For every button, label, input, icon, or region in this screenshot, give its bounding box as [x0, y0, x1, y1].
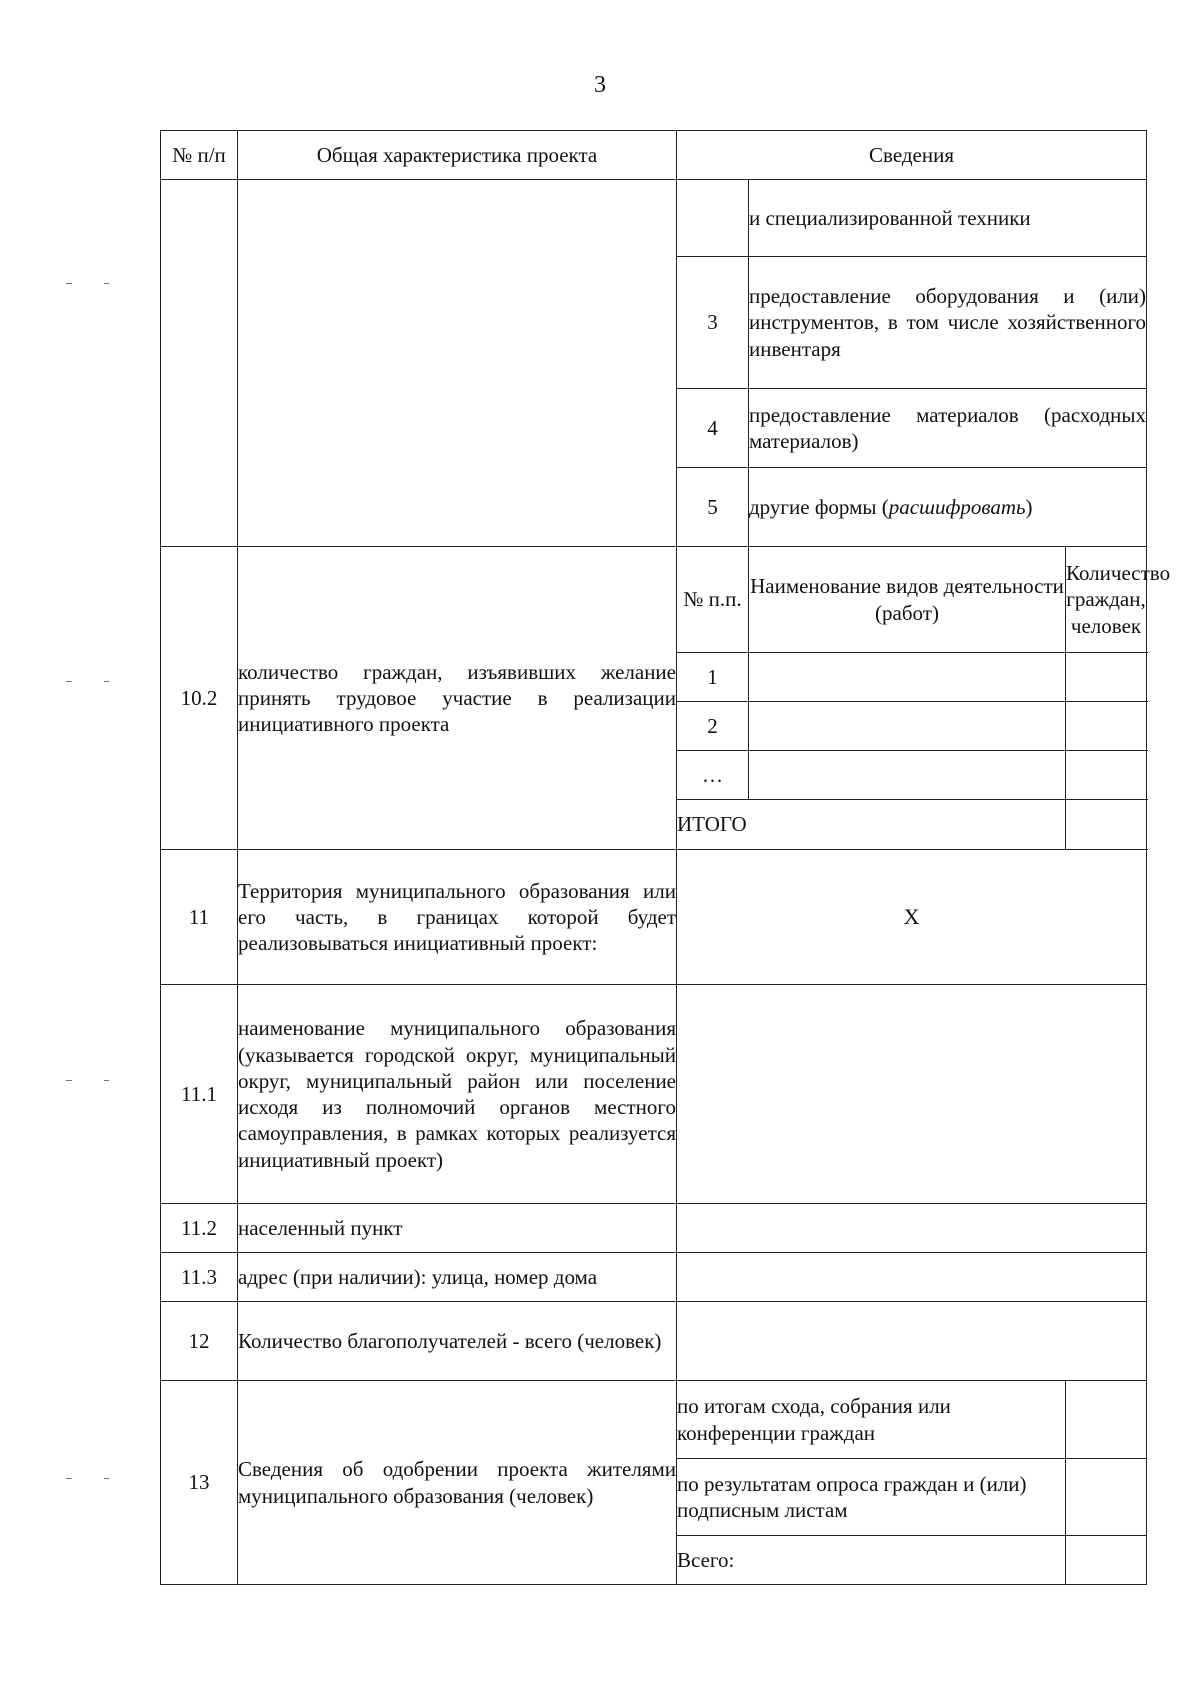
sub-num: …: [677, 751, 749, 800]
sub-text-prefix: другие формы (: [749, 494, 889, 519]
table-row: [161, 180, 1147, 257]
margin-mark: [104, 283, 109, 284]
table-row: [161, 1253, 1147, 1302]
table-row: [161, 1381, 1147, 1459]
row-text: населенный пункт: [238, 1204, 677, 1253]
row-text: Сведения об одобрении проекта жителями муниципального образования (человек): [238, 1381, 677, 1585]
row-num: 11.3: [161, 1253, 238, 1302]
row-text: наименование муниципального образования (указывается городской округ, муниципальный округ, муниципальный район или поселение исходя из полномочий органов местного самоуправления, в рамках которых реализуется инициативный проект): [238, 985, 677, 1204]
sub-text: [749, 468, 1147, 547]
margin-mark: [66, 681, 72, 682]
sub-num: 3: [677, 257, 749, 389]
row-value: X: [677, 850, 1147, 985]
sub-value: [749, 653, 1066, 702]
header-num: № п/п: [161, 131, 238, 180]
cell-empty: [238, 180, 677, 547]
row-num: 12: [161, 1302, 238, 1381]
sub-header-count: Количество граждан, человек: [1066, 547, 1147, 653]
margin-mark: [104, 1478, 109, 1479]
sub-num: 2: [677, 702, 749, 751]
row-num: 11.2: [161, 1204, 238, 1253]
row-text: адрес (при наличии): улица, номер дома: [238, 1253, 677, 1302]
sub-header-num: № п.п.: [677, 547, 749, 653]
sub-value: [1066, 653, 1147, 702]
sub-text: предоставление оборудования и (или) инструментов, в том числе хозяйственного инвентаря: [749, 257, 1147, 389]
header-info: Сведения: [677, 131, 1147, 180]
sub-text-suffix: ): [1025, 494, 1033, 519]
sub-value: [1066, 751, 1147, 800]
total-value: [1066, 800, 1147, 850]
sub-header-name: Наименование видов деятельности (работ): [749, 547, 1066, 653]
row-num: 10.2: [161, 547, 238, 850]
sub-text: по результатам опроса граждан и (или) подписным листам: [677, 1459, 1066, 1536]
cell-empty: [161, 180, 238, 547]
sub-value: [749, 702, 1066, 751]
project-characteristics-table: [160, 130, 1171, 1585]
sub-text: и специализированной техники: [749, 180, 1147, 257]
row-num: 11: [161, 850, 238, 985]
sub-value: [749, 751, 1066, 800]
sub-num: 5: [677, 468, 749, 547]
row-text: количество граждан, изъявивших желание принять трудовое участие в реализации инициативного проекта: [238, 547, 677, 850]
row-value: [677, 1302, 1147, 1381]
row-value: [677, 1204, 1147, 1253]
sub-text: Всего:: [677, 1536, 1066, 1585]
row-text: Количество благополучателей - всего (человек): [238, 1302, 677, 1381]
header-characteristic: Общая характеристика проекта: [238, 131, 677, 180]
total-label: ИТОГО: [677, 800, 1066, 850]
sub-value: [1066, 1536, 1147, 1585]
row-num: 11.1: [161, 985, 238, 1204]
sub-num: 4: [677, 389, 749, 468]
margin-mark: [66, 283, 72, 284]
sub-text: по итогам схода, собрания или конференции граждан: [677, 1381, 1066, 1459]
table-row: [161, 985, 1147, 1204]
row-value: [677, 985, 1147, 1204]
margin-mark: [104, 1080, 109, 1081]
sub-num: [677, 180, 749, 257]
page-number: 3: [594, 72, 606, 98]
table-row: [161, 547, 1147, 653]
table-row: [161, 1204, 1147, 1253]
sub-value: [1066, 1459, 1147, 1536]
margin-mark: [66, 1478, 72, 1479]
sub-text-italic: расшифровать: [888, 494, 1026, 519]
margin-mark: [66, 1080, 72, 1081]
margin-mark: [104, 681, 109, 682]
row-num: 13: [161, 1381, 238, 1585]
table-header-row: [161, 131, 1147, 180]
sub-value: [1066, 1381, 1147, 1459]
row-value: [677, 1253, 1147, 1302]
table-row: [161, 1302, 1147, 1381]
sub-text: предоставление материалов (расходных материалов): [749, 389, 1147, 468]
row-text: Территория муниципального образования или его часть, в границах которой будет реализовываться инициативный проект:: [238, 850, 677, 985]
sub-value: [1066, 702, 1147, 751]
sub-num: 1: [677, 653, 749, 702]
table-row: [161, 850, 1147, 985]
